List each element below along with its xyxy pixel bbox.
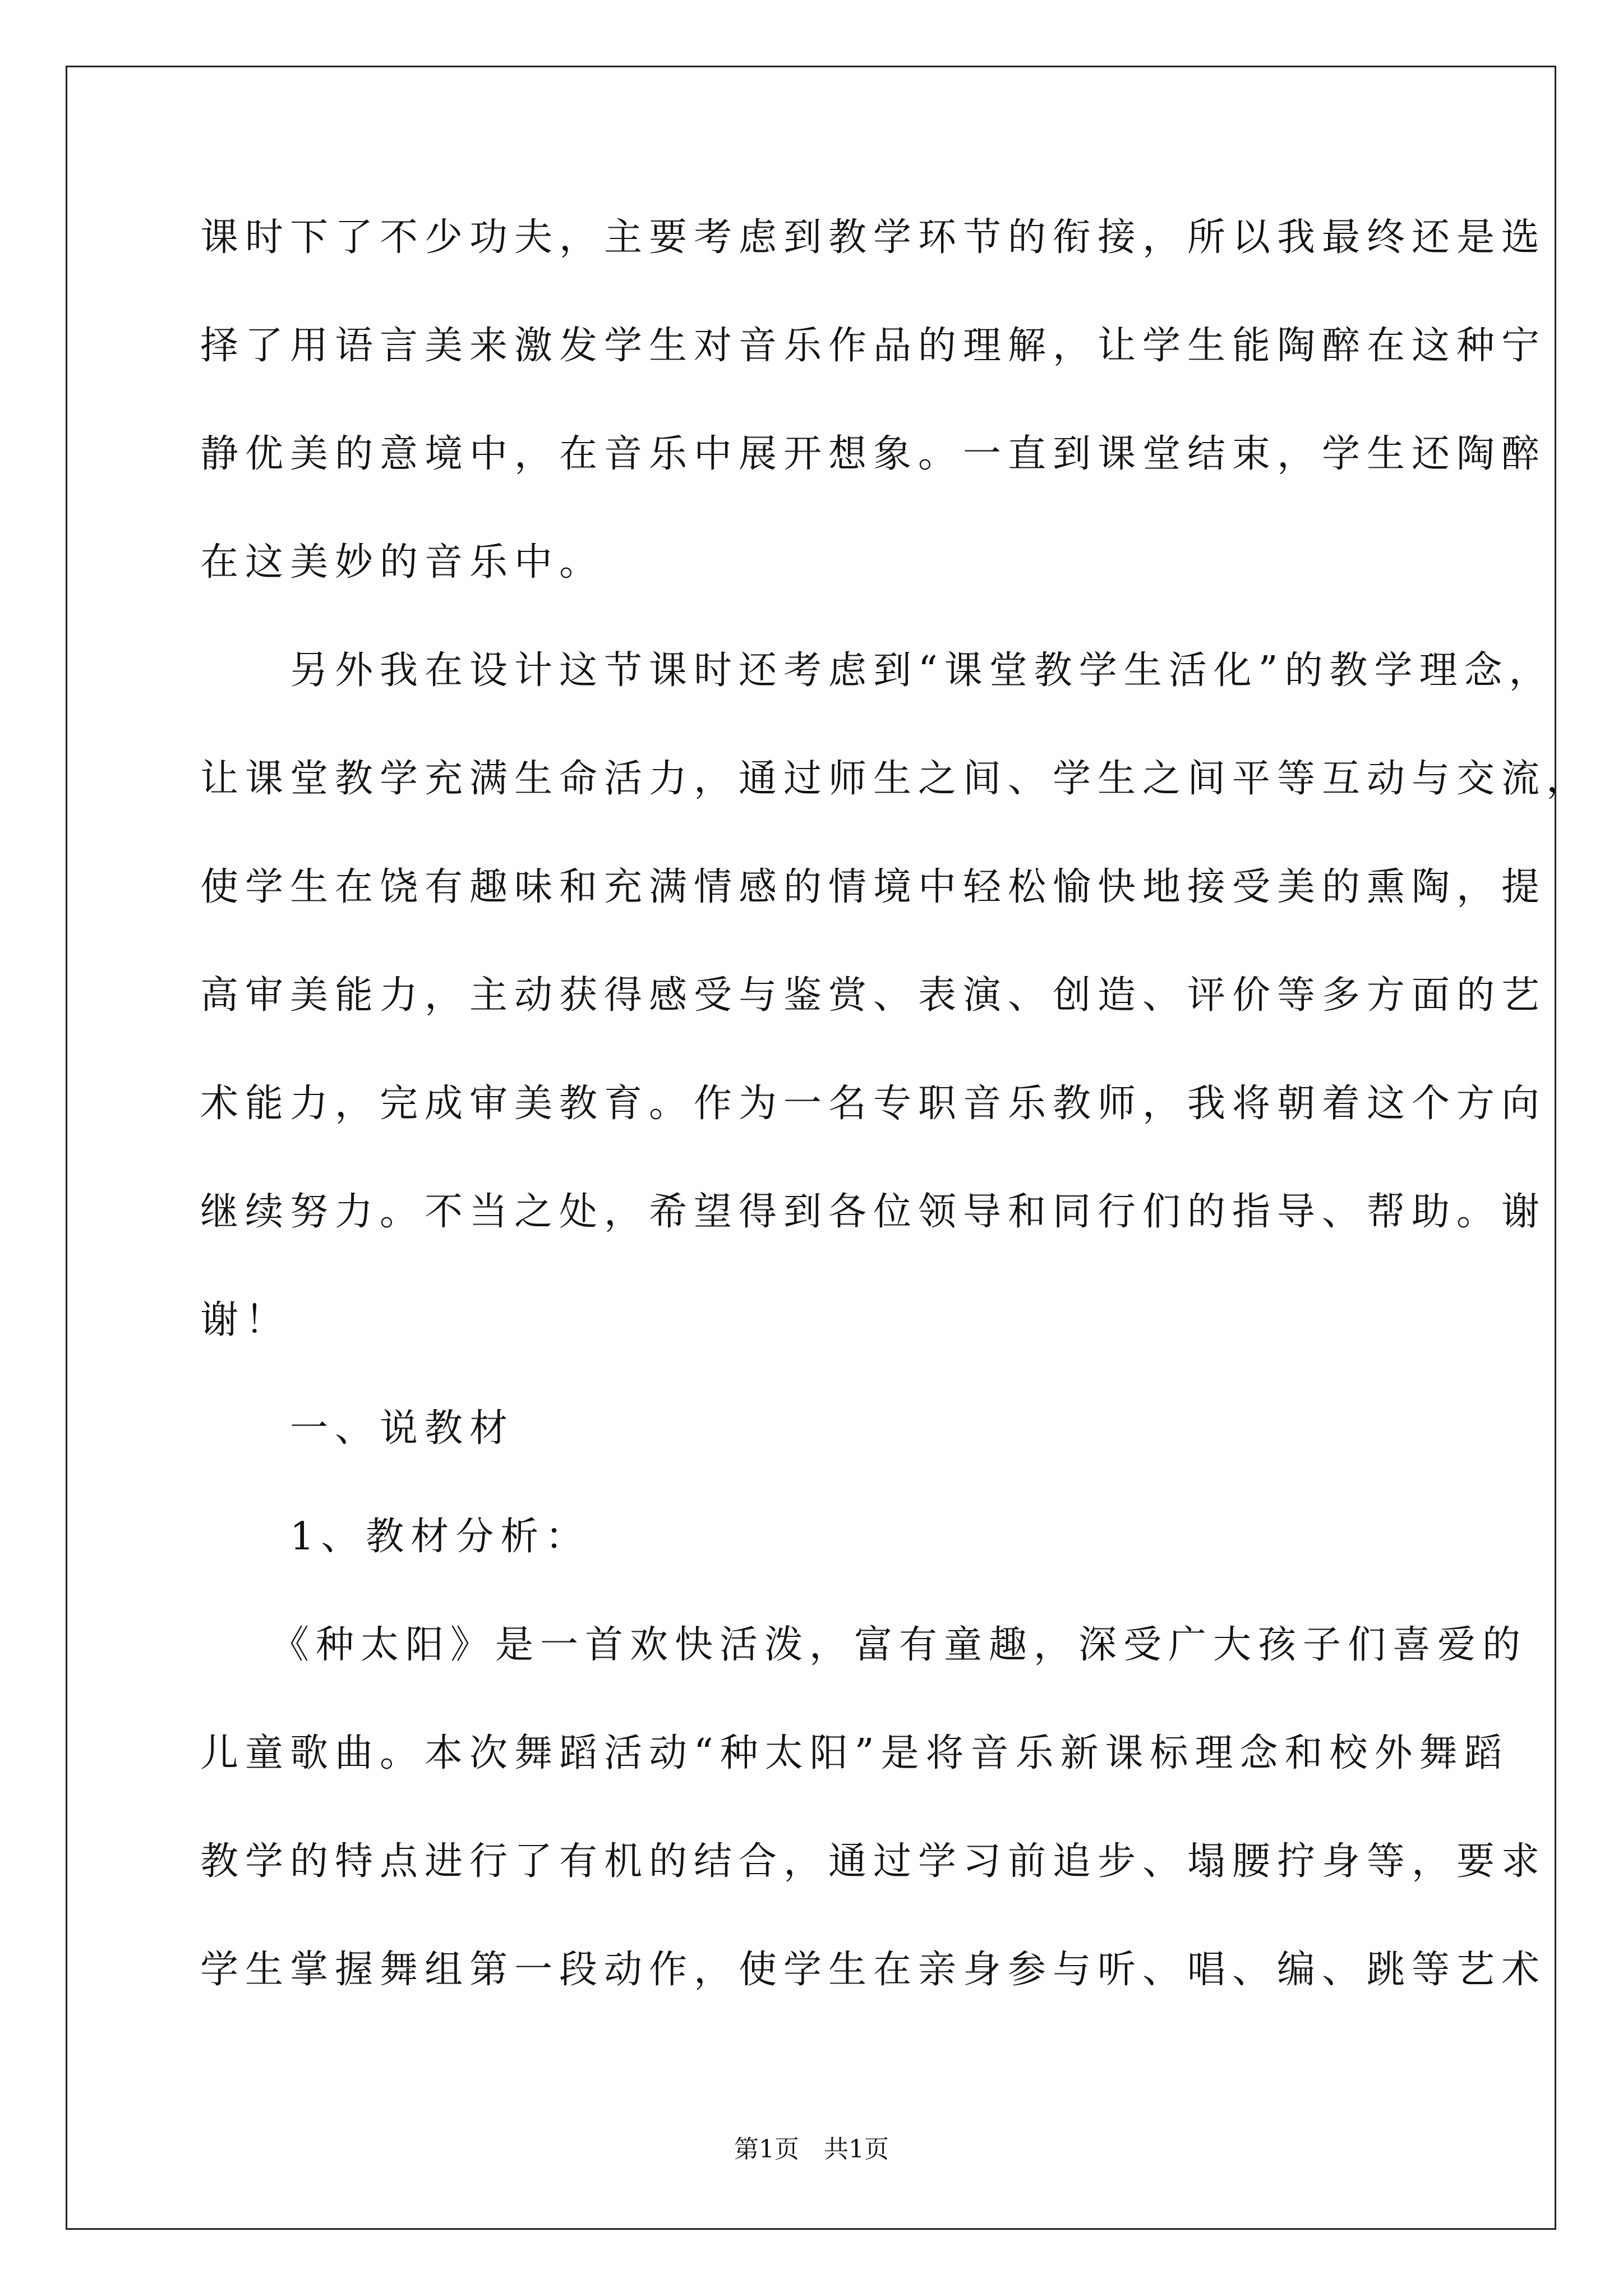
text-line: 高审美能力，主动获得感受与鉴赏、表演、创造、评价等多方面的艺 bbox=[200, 973, 1547, 1018]
text-line: 谢！ bbox=[200, 1298, 291, 1342]
text-line: 择了用语言美来激发学生对音乐作品的理解，让学生能陶醉在这种宁 bbox=[200, 324, 1547, 368]
subsection-heading: 1、教材分析： bbox=[200, 1515, 591, 1559]
page-footer: 第1页 共1页 bbox=[734, 2135, 889, 2164]
text-line: 教学的特点进行了有机的结合，通过学习前追步、塌腰拧身等，要求 bbox=[200, 1839, 1547, 1884]
text-line: 儿童歌曲。本次舞蹈活动“种太阳”是将音乐新课标理念和校外舞蹈 bbox=[200, 1731, 1509, 1775]
section-heading: 一、说教材 bbox=[200, 1406, 515, 1451]
document-body bbox=[200, 215, 1592, 2058]
text-line: 另外我在设计这节课时还考虑到“课堂教学生活化”的教学理念， bbox=[200, 648, 1554, 693]
text-line: 继续努力。不当之处，希望得到各位领导和同行们的指导、帮助。谢 bbox=[200, 1190, 1547, 1234]
text-line: 《种太阳》是一首欢快活泼，富有童趣，深受广大孩子们喜爱的 bbox=[200, 1623, 1528, 1667]
text-line: 课时下了不少功夫，主要考虑到教学环节的衔接，所以我最终还是选 bbox=[200, 215, 1547, 260]
text-line: 静优美的意境中，在音乐中展开想象。一直到课堂结束，学生还陶醉 bbox=[200, 432, 1547, 476]
text-line: 术能力，完成审美教育。作为一名专职音乐教师，我将朝着这个方向 bbox=[200, 1082, 1547, 1126]
text-line: 使学生在饶有趣味和充满情感的情境中轻松愉快地接受美的熏陶，提 bbox=[200, 865, 1547, 909]
text-line: 让课堂教学充满生命活力，通过师生之间、学生之间平等互动与交流， bbox=[200, 757, 1592, 801]
text-line: 学生掌握舞组第一段动作，使学生在亲身参与听、唱、编、跳等艺术 bbox=[200, 1948, 1547, 1992]
text-line: 在这美妙的音乐中。 bbox=[200, 540, 605, 585]
